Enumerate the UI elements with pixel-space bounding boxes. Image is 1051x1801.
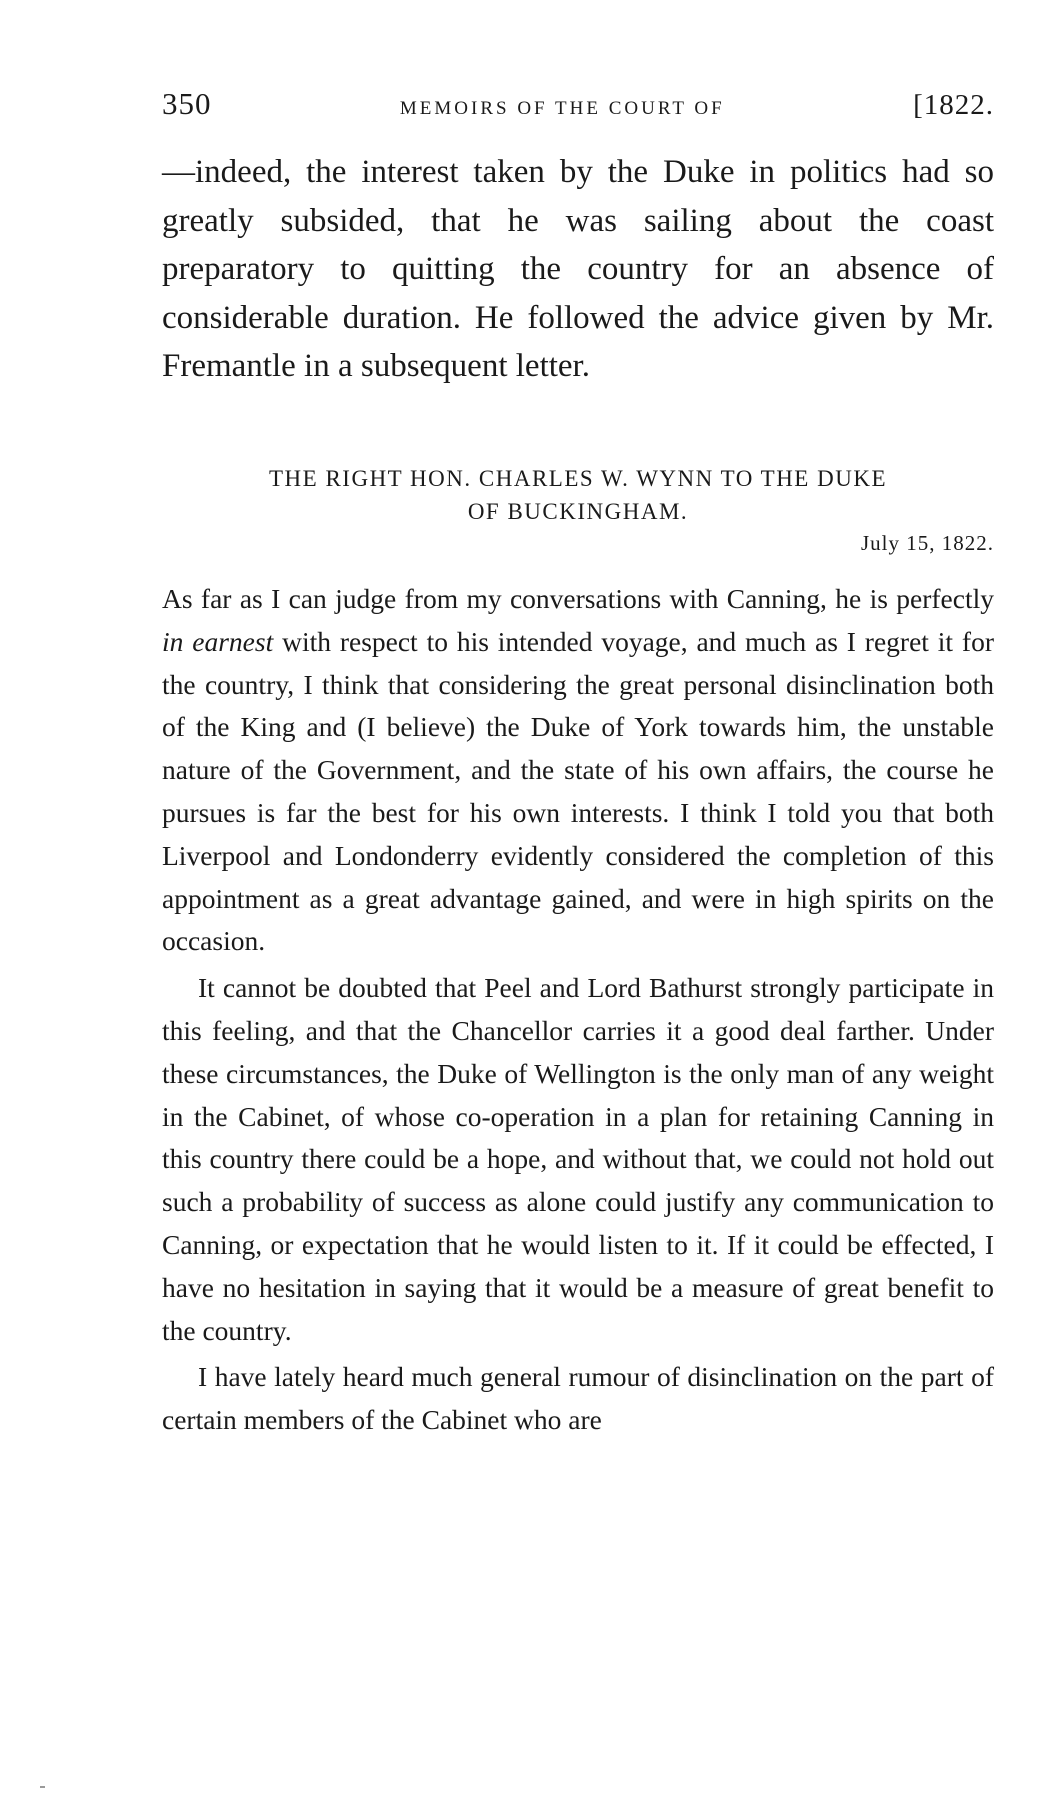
letter-body	[162, 578, 994, 1442]
letter-paragraph-3: I have lately heard much general rumour of disinclination on the part of certain members of the Cabinet who are	[162, 1361, 994, 1436]
letter-paragraph-1	[162, 578, 994, 963]
letter-paragraph-2: It cannot be doubted that Peel and Lord Bathurst strongly participate in this feeling, and that the Chancellor carries it a good deal farther. Under these circumstances, the Duke of Wellington is the only man of any weight in the Cabinet, of whose co-operation in a plan for retaining Canning in this country there could be a hope, and without that, we could not hold out such a probability of success as alone could justify any communication to Canning, or expectation that he would listen to it. If it could be effected, I have no hesitation in saying that it would be a measure of great benefit to the country.	[162, 972, 994, 1346]
letter-heading-line-2: OF BUCKINGHAM.	[467, 499, 689, 524]
emphasis-in-earnest: in earnest	[162, 625, 274, 657]
scan-speck	[40, 1786, 45, 1788]
intro-paragraph: —indeed, the interest taken by the Duke in politics had so greatly subsided, that he was sailing about the coast preparatory to quitting the country for an absence of considerable duration. He followed the advice given by Mr. Fremantle in a subsequent letter.	[162, 154, 994, 384]
paragraph-1-text-before: As far as I can judge from my conversations with Canning, he is perfectly	[162, 583, 994, 614]
letter-heading	[162, 462, 994, 528]
running-title: MEMOIRS OF THE COURT OF	[399, 98, 725, 119]
letter-date: July 15, 1822.	[860, 531, 994, 555]
letter-heading-line-1: THE RIGHT HON. CHARLES W. WYNN TO THE DUKE	[269, 466, 887, 491]
page-number: 350	[162, 86, 212, 121]
page-header	[162, 86, 994, 126]
paragraph-1-text-after: with respect to his intended voyage, and much as I regret it for the country, I think that considering the great personal disinclination both of the King and (I believe) the Duke of York towards him, the unstable nature of the Government, and the state of his own affairs, the course he pursues is far the best for his own interests. I think I told you that both Liverpool and Londonderry evidently considered the completion of this appointment as a great advantage gained, and were in high spirits on the occasion.	[162, 625, 994, 957]
header-year: [1822.	[913, 89, 994, 121]
